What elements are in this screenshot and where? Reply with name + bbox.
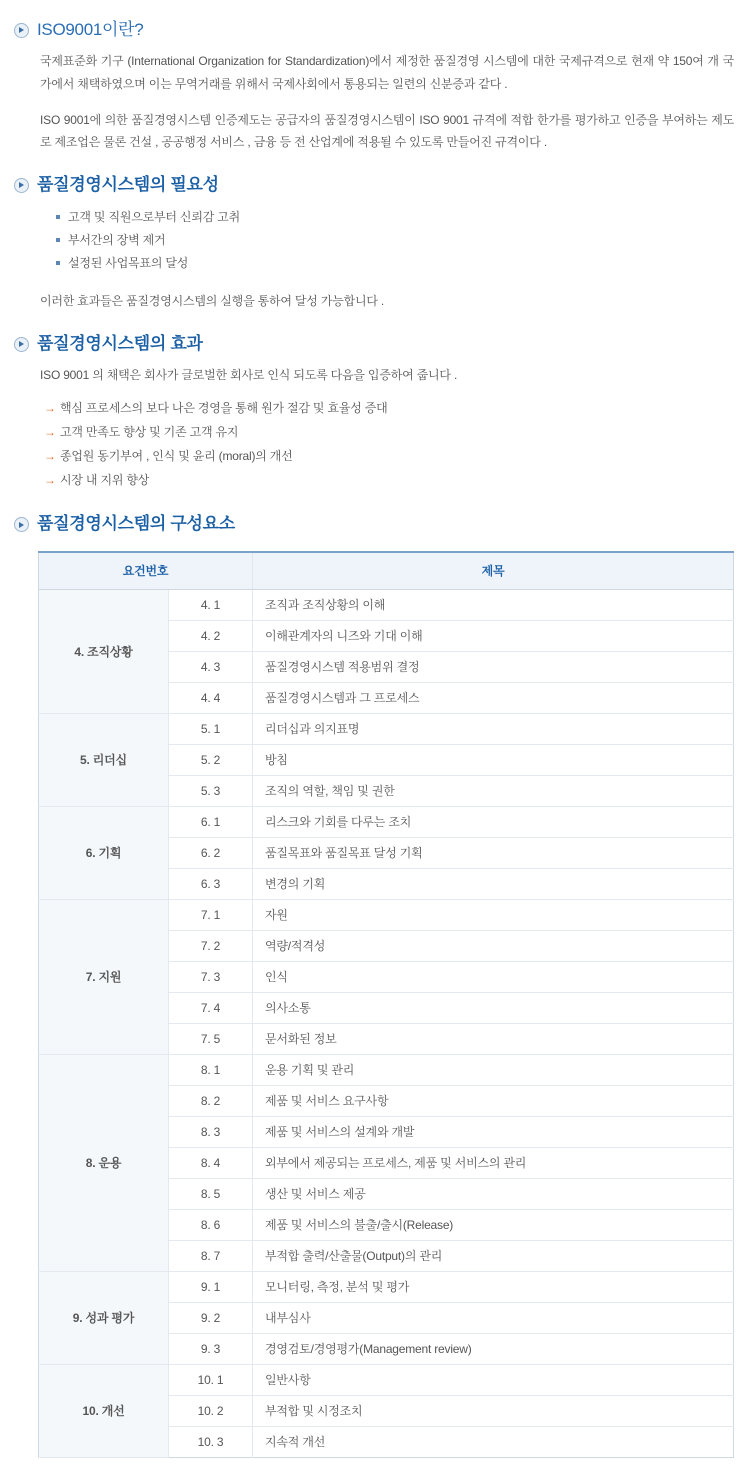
section-title-intro: ISO9001이란? <box>37 20 144 39</box>
requirement-subject: 경영검토/경영평가(Management review) <box>253 1333 734 1364</box>
requirement-number: 10. 3 <box>169 1426 253 1457</box>
requirement-number: 6. 2 <box>169 837 253 868</box>
requirement-subject: 문서화된 정보 <box>253 1023 734 1054</box>
requirement-number: 4. 2 <box>169 620 253 651</box>
requirement-subject: 인식 <box>253 961 734 992</box>
column-header-number: 요건번호 <box>39 552 253 590</box>
requirement-subject: 일반사항 <box>253 1364 734 1395</box>
table-row <box>39 1054 734 1085</box>
requirement-number: 8. 1 <box>169 1054 253 1085</box>
table-header-row <box>39 552 734 590</box>
requirement-subject: 제품 및 서비스 요구사항 <box>253 1085 734 1116</box>
requirement-subject: 리더십과 의지표명 <box>253 713 734 744</box>
requirement-number: 8. 4 <box>169 1147 253 1178</box>
intro-paragraph-2: ISO 9001에 의한 품질경영시스템 인증제도는 공급자의 품질경영시스템이 ISO 9001 규격에 적합 한가를 평가하고 인증을 부여하는 제도로 제조업은 물론 건설 , 공공행정 서비스 , 금융 등 전 산업계에 적용될 수 있도록 만들어진 규격이다 . <box>40 112 734 149</box>
group-label: 9. 성과 평가 <box>39 1271 169 1364</box>
need-list <box>0 206 752 276</box>
table-row <box>39 1271 734 1302</box>
requirement-number: 8. 3 <box>169 1116 253 1147</box>
need-note: 이러한 효과들은 품질경영시스템의 실행을 통하여 달성 가능합니다 . <box>40 293 385 308</box>
requirement-subject: 방침 <box>253 744 734 775</box>
group-label: 5. 리더십 <box>39 713 169 806</box>
table-row <box>39 1364 734 1395</box>
requirement-number: 8. 2 <box>169 1085 253 1116</box>
section-heading-intro <box>0 20 752 40</box>
requirement-number: 4. 1 <box>169 589 253 620</box>
column-header-subject: 제목 <box>253 552 734 590</box>
requirement-subject: 리스크와 기회를 다루는 조치 <box>253 806 734 837</box>
list-item: → 시장 내 지위 향상 <box>44 468 752 492</box>
list-item: 부서간의 장벽 제거 <box>56 229 752 252</box>
table-row <box>39 806 734 837</box>
requirement-subject: 이해관계자의 니즈와 기대 이해 <box>253 620 734 651</box>
section-title-effect: 품질경영시스템의 효과 <box>37 333 203 353</box>
list-item: → 고객 만족도 향상 및 기존 고객 유지 <box>44 420 752 444</box>
list-item: → 종업원 동기부여 , 인식 및 윤리 (moral)의 개선 <box>44 444 752 468</box>
requirement-number: 9. 2 <box>169 1302 253 1333</box>
requirement-subject: 제품 및 서비스의 설계와 개발 <box>253 1116 734 1147</box>
requirement-number: 6. 3 <box>169 868 253 899</box>
requirement-number: 10. 2 <box>169 1395 253 1426</box>
requirements-table-wrapper <box>0 545 752 1478</box>
requirement-number: 10. 1 <box>169 1364 253 1395</box>
effect-list <box>0 396 752 492</box>
requirement-number: 7. 2 <box>169 930 253 961</box>
list-item: → 핵심 프로세스의 보다 나은 경영을 통해 원가 절감 및 효율성 증대 <box>44 396 752 420</box>
section-heading-need <box>0 175 752 195</box>
group-label: 6. 기획 <box>39 806 169 899</box>
arrow-circle-icon <box>14 178 29 193</box>
arrow-circle-icon <box>14 517 29 532</box>
requirement-number: 8. 5 <box>169 1178 253 1209</box>
requirement-subject: 역량/적격성 <box>253 930 734 961</box>
requirement-subject: 외부에서 제공되는 프로세스, 제품 및 서비스의 관리 <box>253 1147 734 1178</box>
requirement-number: 8. 6 <box>169 1209 253 1240</box>
requirement-number: 7. 1 <box>169 899 253 930</box>
requirement-number: 7. 5 <box>169 1023 253 1054</box>
requirement-subject: 부적합 출력/산출물(Output)의 관리 <box>253 1240 734 1271</box>
requirement-number: 8. 7 <box>169 1240 253 1271</box>
requirement-subject: 내부심사 <box>253 1302 734 1333</box>
group-label: 8. 운용 <box>39 1054 169 1271</box>
table-row <box>39 713 734 744</box>
section-title-need: 품질경영시스템의 필요성 <box>37 175 219 195</box>
effect-lead: ISO 9001 의 채택은 회사가 글로벌한 회사로 인식 되도록 다음을 입증하여 줍니다 . <box>40 368 458 383</box>
requirements-table <box>38 551 734 1458</box>
requirement-subject: 자원 <box>253 899 734 930</box>
requirement-subject: 부적합 및 시정조치 <box>253 1395 734 1426</box>
requirement-number: 6. 1 <box>169 806 253 837</box>
list-item: 설정된 사업목표의 달성 <box>56 252 752 275</box>
requirement-number: 5. 2 <box>169 744 253 775</box>
requirement-number: 9. 3 <box>169 1333 253 1364</box>
arrow-circle-icon <box>14 337 29 352</box>
group-label: 7. 지원 <box>39 899 169 1054</box>
section-heading-composition <box>0 514 752 534</box>
requirement-number: 5. 1 <box>169 713 253 744</box>
section-title-composition: 품질경영시스템의 구성요소 <box>37 514 235 534</box>
group-label: 4. 조직상황 <box>39 589 169 713</box>
requirement-subject: 운용 기획 및 관리 <box>253 1054 734 1085</box>
arrow-circle-icon <box>14 23 29 38</box>
requirement-number: 7. 4 <box>169 992 253 1023</box>
requirement-subject: 조직과 조직상황의 이해 <box>253 589 734 620</box>
requirement-subject: 변경의 기획 <box>253 868 734 899</box>
requirement-number: 4. 3 <box>169 651 253 682</box>
requirement-subject: 품질경영시스템 적용범위 결정 <box>253 651 734 682</box>
requirement-subject: 품질목표와 품질목표 달성 기획 <box>253 837 734 868</box>
table-row <box>39 589 734 620</box>
requirement-subject: 의사소통 <box>253 992 734 1023</box>
section-heading-effect <box>0 334 752 354</box>
list-item: 고객 및 직원으로부터 신뢰감 고취 <box>56 206 752 229</box>
requirements-table-body <box>39 589 734 1457</box>
requirement-subject: 품질경영시스템과 그 프로세스 <box>253 682 734 713</box>
group-label: 10. 개선 <box>39 1364 169 1457</box>
requirement-number: 4. 4 <box>169 682 253 713</box>
intro-paragraph-1: 국제표준화 기구 (International Organization for Standardization)에서 제정한 품질경영 시스템에 대한 국제규격으로 현재 약 150여 개 국가에서 채택하였으며 이는 무역거래를 위해서 국제사회에서 통용되는 일련의 신분증과 같다 . <box>40 54 734 91</box>
table-row <box>39 899 734 930</box>
requirement-number: 5. 3 <box>169 775 253 806</box>
requirement-subject: 생산 및 서비스 제공 <box>253 1178 734 1209</box>
requirement-subject: 조직의 역할, 책임 및 권한 <box>253 775 734 806</box>
requirement-subject: 제품 및 서비스의 불출/출시(Release) <box>253 1209 734 1240</box>
requirement-subject: 지속적 개선 <box>265 1435 326 1450</box>
requirement-subject: 모니터링, 측정, 분석 및 평가 <box>253 1271 734 1302</box>
requirement-number: 7. 3 <box>169 961 253 992</box>
requirement-number: 9. 1 <box>169 1271 253 1302</box>
